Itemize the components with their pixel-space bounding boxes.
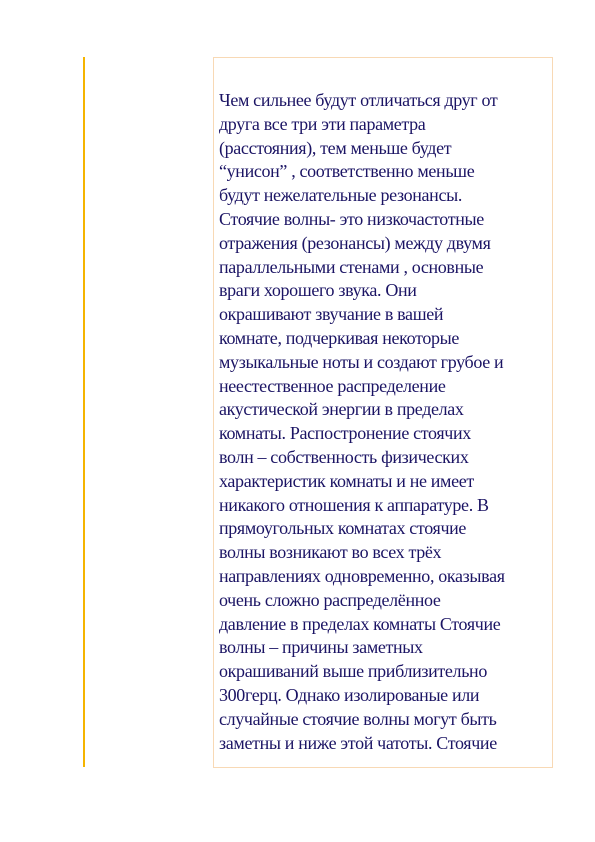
text-line: Стоячие волны- это низкочастотные xyxy=(219,208,484,229)
text-line: музыкальные ноты и создают грубое и xyxy=(219,351,504,372)
text-line: очень сложно распределённое xyxy=(219,589,441,610)
text-line: неестественное распределение xyxy=(219,375,446,396)
text-line: 300герц. Однако изолированые или xyxy=(219,684,480,705)
text-line: Чем сильнее будут отличаться друг от xyxy=(219,90,498,110)
text-line: случайные стоячие волны могут быть xyxy=(219,708,497,729)
text-frame xyxy=(213,57,553,768)
text-line: враги хорошего звука. Они xyxy=(219,280,417,301)
text-line: окрашиваний выше приблизительно xyxy=(219,661,487,682)
text-line: характеристик комнаты и не имеет xyxy=(219,470,474,491)
text-line: параллельными стенами , основные xyxy=(219,256,484,277)
text-line: волн – собственность физических xyxy=(219,446,469,467)
text-line: направлениях одновременно, оказывая xyxy=(219,565,505,586)
text-line: друга все три эти параметра xyxy=(219,113,426,134)
text-line: отражения (резонансы) между двумя xyxy=(219,232,491,253)
text-line: волны возникают во всех трёх xyxy=(219,542,442,563)
text-line: комнаты. Распостронение стоячих xyxy=(219,423,471,444)
text-line: окрашивают звучание в вашей xyxy=(219,304,444,325)
text-line: заметны и ниже этой чатоты. Стоячие xyxy=(219,732,497,753)
margin-rule xyxy=(83,57,85,767)
text-line: будут нежелательные резонансы. xyxy=(219,185,462,206)
text-line: волны – причины заметных xyxy=(219,637,423,658)
text-line: “унисон” , соответственно меньше xyxy=(219,161,475,182)
text-line: прямоугольных комнатах стоячие xyxy=(219,518,467,539)
body-text xyxy=(219,89,548,755)
text-line: (расстояния), тем меньше будет xyxy=(219,137,452,158)
text-line: акустической энергии в пределах xyxy=(219,399,464,420)
text-line: никакого отношения к аппаратуре. В xyxy=(219,494,489,515)
text-line: комнате, подчеркивая некоторые xyxy=(219,327,460,348)
text-line: давление в пределах комнаты Стоячие xyxy=(219,613,501,634)
